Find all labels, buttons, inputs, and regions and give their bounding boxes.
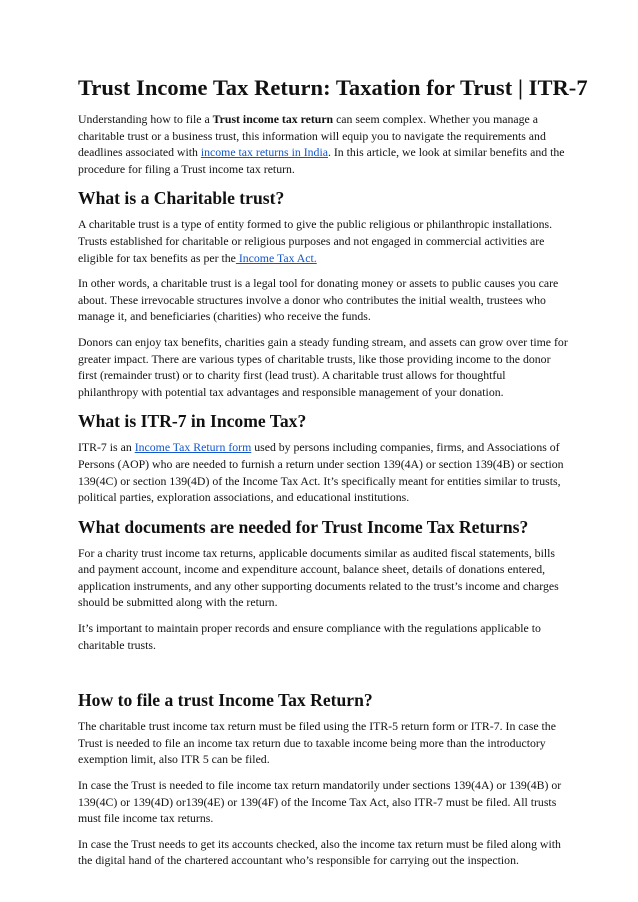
intro-text-middle: can seem complex. Whether you manage a charitable trust or a business trust, this information will equip you to navigate the requirements and deadlines associated with xyxy=(78,112,546,160)
heading-how-to-file: How to file a trust Income Tax Return? xyxy=(78,690,373,711)
howto-paragraph-3: In case the Trust needs to get its accounts checked, also the income tax return must be filed along with the digital hand of the chartered accountant who’s responsible for carrying out the inspection. xyxy=(78,836,561,868)
intro-bold-text: Trust income tax return xyxy=(212,112,334,126)
heading-charitable-trust: What is a Charitable trust? xyxy=(78,188,285,209)
howto-paragraph-2: In case the Trust is needed to file income tax return mandatorily under sections 139(4A) or 139(4B) or 139(4C) or 139(4D) or139(4E) or 139(4F) of the Income Tax Act, also ITR-7 must be filed. All trusts must file income tax returns. xyxy=(78,778,562,826)
howto-paragraph-1: The charitable trust income tax return must be filed using the ITR-5 return form or ITR-7. In case the Trust is needed to file an income tax return due to taxable income being more than the introductory exemption limit, also ITR 5 can be filed. xyxy=(78,719,556,767)
charitable-paragraph-2: In other words, a charitable trust is a legal tool for donating money or assets to public causes you care about. These irrevocable structures involve a donor who contributes the initial wealth, trustees who manage it, and beneficiaries (charities) who receive the funds. xyxy=(78,276,559,324)
intro-text-end: . In this article, we look at similar benefits and the procedure for filing a Trust income tax return. xyxy=(78,145,565,176)
itr7-text-end: used by persons including companies, firms, and Associations of Persons (AOP) who are needed to furnish a return under section 139(4A) or section 139(4B) or section 139(4C) or section 139(4D) of the Income Tax Act. It’s specifically meant for entities similar to trusts, political parties, exploration associations, and educational institutions. xyxy=(78,440,564,505)
heading-itr7: What is ITR-7 in Income Tax? xyxy=(78,411,307,432)
itr7-paragraph xyxy=(78,439,568,505)
documents-paragraph-2: It’s important to maintain proper records and ensure compliance with the regulations applicable to charitable trusts. xyxy=(78,621,541,652)
intro-paragraph xyxy=(78,111,568,177)
documents-paragraph-1: For a charity trust income tax returns, applicable documents similar as audited fiscal statements, bills and payment account, income and expenditure account, balance sheet, details of donations entered, application instruments, and any other supporting documents related to the trust’s income and charges should be submitted along with the return. xyxy=(78,545,559,610)
page-title: Trust Income Tax Return: Taxation for Trust | ITR-7 xyxy=(78,75,588,100)
income-tax-return-form-link[interactable]: Income Tax Return form xyxy=(134,440,252,455)
income-tax-act-link[interactable]: Income Tax Act. xyxy=(235,250,317,265)
charitable-p1-text: A charitable trust is a type of entity formed to give the public religious or philanthropic installations. Trusts established for charitable or religious purposes and not engaged in commercial activities are eligible for tax benefits as per the xyxy=(78,217,553,265)
itr7-text-start: ITR-7 is an xyxy=(78,440,135,455)
heading-documents: What documents are needed for Trust Income Tax Returns? xyxy=(78,516,529,537)
charitable-paragraph-1 xyxy=(78,216,568,266)
intro-text-start: Understanding how to file a xyxy=(78,112,213,126)
charitable-paragraph-3: Donors can enjoy tax benefits, charities gain a steady funding stream, and assets can grow over time for greater impact. There are various types of charitable trusts, like those providing income to the donor first (remainder trust) or to charity first (lead trust). A charitable trust allows for thoughtful philanthropy with potential tax advantages and responsible management of your donation. xyxy=(78,334,568,399)
income-tax-returns-link[interactable]: income tax returns in India xyxy=(200,145,328,160)
